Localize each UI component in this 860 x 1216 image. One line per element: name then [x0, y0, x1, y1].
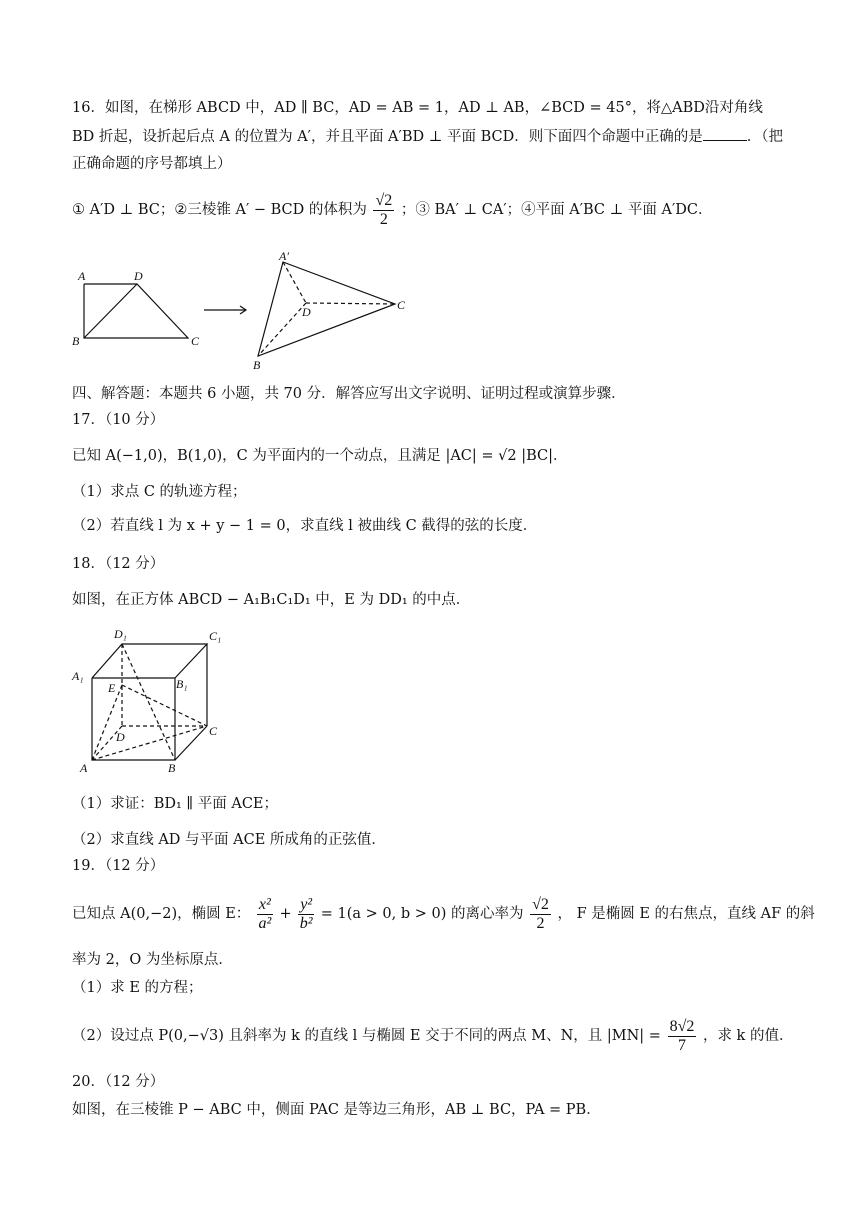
x-fraction — [257, 896, 273, 933]
e-num: √2 — [532, 895, 549, 913]
cube-label-A1: A₁ — [72, 669, 84, 683]
cube-label-C1: C₁ — [209, 629, 222, 643]
eccentricity-fraction — [530, 896, 551, 933]
q19-part2-a: （2）设过点 P(0,−√3) 且斜率为 k 的直线 l 与椭圆 E 交于不同的两点 M、N，且 |MN| = — [72, 1028, 661, 1044]
x-num: x² — [258, 895, 271, 913]
y-fraction — [298, 896, 314, 933]
cube-label-D1: D₁ — [114, 627, 127, 641]
volume-num: √2 — [375, 191, 393, 209]
mn-den: 7 — [677, 1036, 686, 1054]
e-den: 2 — [536, 914, 545, 932]
q18-part1: （1）求证：BD₁ ∥ 平面 ACE； — [72, 796, 278, 812]
label-D: D — [134, 269, 143, 283]
q19-part1: （1）求 E 的方程； — [72, 980, 203, 996]
cube-label-D: D — [116, 730, 125, 744]
q17-head: 17．（10 分） — [72, 412, 165, 428]
q17-part1: （1）求点 C 的轨迹方程； — [72, 484, 247, 500]
y-den: b² — [299, 914, 313, 932]
mn-fraction — [668, 1018, 697, 1055]
q16-line2 — [72, 126, 800, 147]
cube-label-E: E — [108, 681, 116, 695]
q18-head: 18．（12 分） — [72, 556, 165, 572]
props-part-b: ；③ BA′ ⊥ CA′；④平面 A′BC ⊥ 平面 A′DC． — [400, 202, 713, 218]
volume-den: 2 — [379, 210, 388, 228]
q16-line3: 正确命题的序号都填上） — [72, 156, 232, 172]
q17-part2: （2）若直线 l 为 x + y − 1 = 0，求直线 l 被曲线 C 截得的弦的长度． — [72, 518, 538, 534]
label-A-prime: A′ — [279, 249, 289, 263]
label-C-folded: C — [397, 298, 406, 312]
mn-num: 8√2 — [669, 1017, 695, 1035]
cube-label-B1: B₁ — [176, 677, 188, 691]
q16-line1: 16．如图，在梯形 ABCD 中，AD ∥ BC，AD = AB = 1，AD ⊥ AB，∠BCD = 45°，将△ABD沿对角线 — [72, 100, 763, 116]
q19-stem-a: 已知点 A(0,−2)，椭圆 E： — [72, 906, 251, 922]
volume-fraction — [373, 192, 394, 229]
y-num: y² — [300, 895, 313, 913]
answer-blank[interactable] — [703, 126, 747, 141]
q18-cube-figure — [70, 622, 230, 777]
q16-line2-end: ．（把 — [746, 129, 783, 145]
q16-propositions — [72, 190, 800, 230]
q20-stem: 如图，在三棱锥 P − ABC 中，侧面 PAC 是等边三角形，AB ⊥ BC，PA = PB． — [72, 1102, 601, 1118]
arrow-icon — [204, 306, 246, 314]
label-B: B — [72, 334, 80, 348]
q19-stem-b: = 1(a > 0, b > 0) 的离心率为 — [320, 906, 524, 922]
cube-label-C: C — [209, 724, 218, 738]
q19-stem — [72, 892, 815, 936]
label-B-folded: B — [253, 358, 261, 372]
cube-label-A: A — [80, 761, 88, 775]
q19-part2 — [72, 1014, 800, 1058]
trapezoid-figure — [72, 269, 200, 348]
pyramid-figure — [253, 249, 406, 372]
q18-part2: （2）求直线 AD 与平面 ACE 所成角的正弦值． — [72, 832, 386, 848]
props-part-a: ① A′D ⊥ BC；②三棱锥 A′ − BCD 的体积为 — [72, 202, 367, 218]
q19-head: 19．（12 分） — [72, 858, 165, 874]
q19-part2-b: ，求 k 的值． — [702, 1028, 794, 1044]
section-4-heading: 四、解答题：本题共 6 小题，共 70 分．解答应写出文字说明、证明过程或演算步骤． — [72, 386, 626, 402]
q18-stem: 如图，在正方体 ABCD − A₁B₁C₁D₁ 中，E 为 DD₁ 的中点． — [72, 592, 471, 608]
q20-head: 20．（12 分） — [72, 1074, 165, 1090]
label-D-folded: D — [302, 305, 311, 319]
label-A: A — [78, 269, 86, 283]
label-C: C — [191, 334, 200, 348]
q19-stem-c: ， F 是椭圆 E 的右焦点，直线 AF 的斜 — [557, 906, 815, 922]
q16-line2-text: BD 折起，设折起后点 A 的位置为 A′，并且平面 A′BD ⊥ 平面 BCD．则下面四个命题中正确的是 — [72, 129, 703, 145]
plus-sign: + — [279, 906, 292, 922]
q19-stem-d: 率为 2，O 为坐标原点． — [72, 952, 233, 968]
q17-stem: 已知 A(−1,0)，B(1,0)，C 为平面内的一个动点，且满足 |AC| = √2 |BC|． — [72, 448, 568, 464]
cube-label-B: B — [168, 761, 176, 775]
x-den: a² — [258, 914, 272, 932]
q16-figure — [70, 248, 430, 373]
